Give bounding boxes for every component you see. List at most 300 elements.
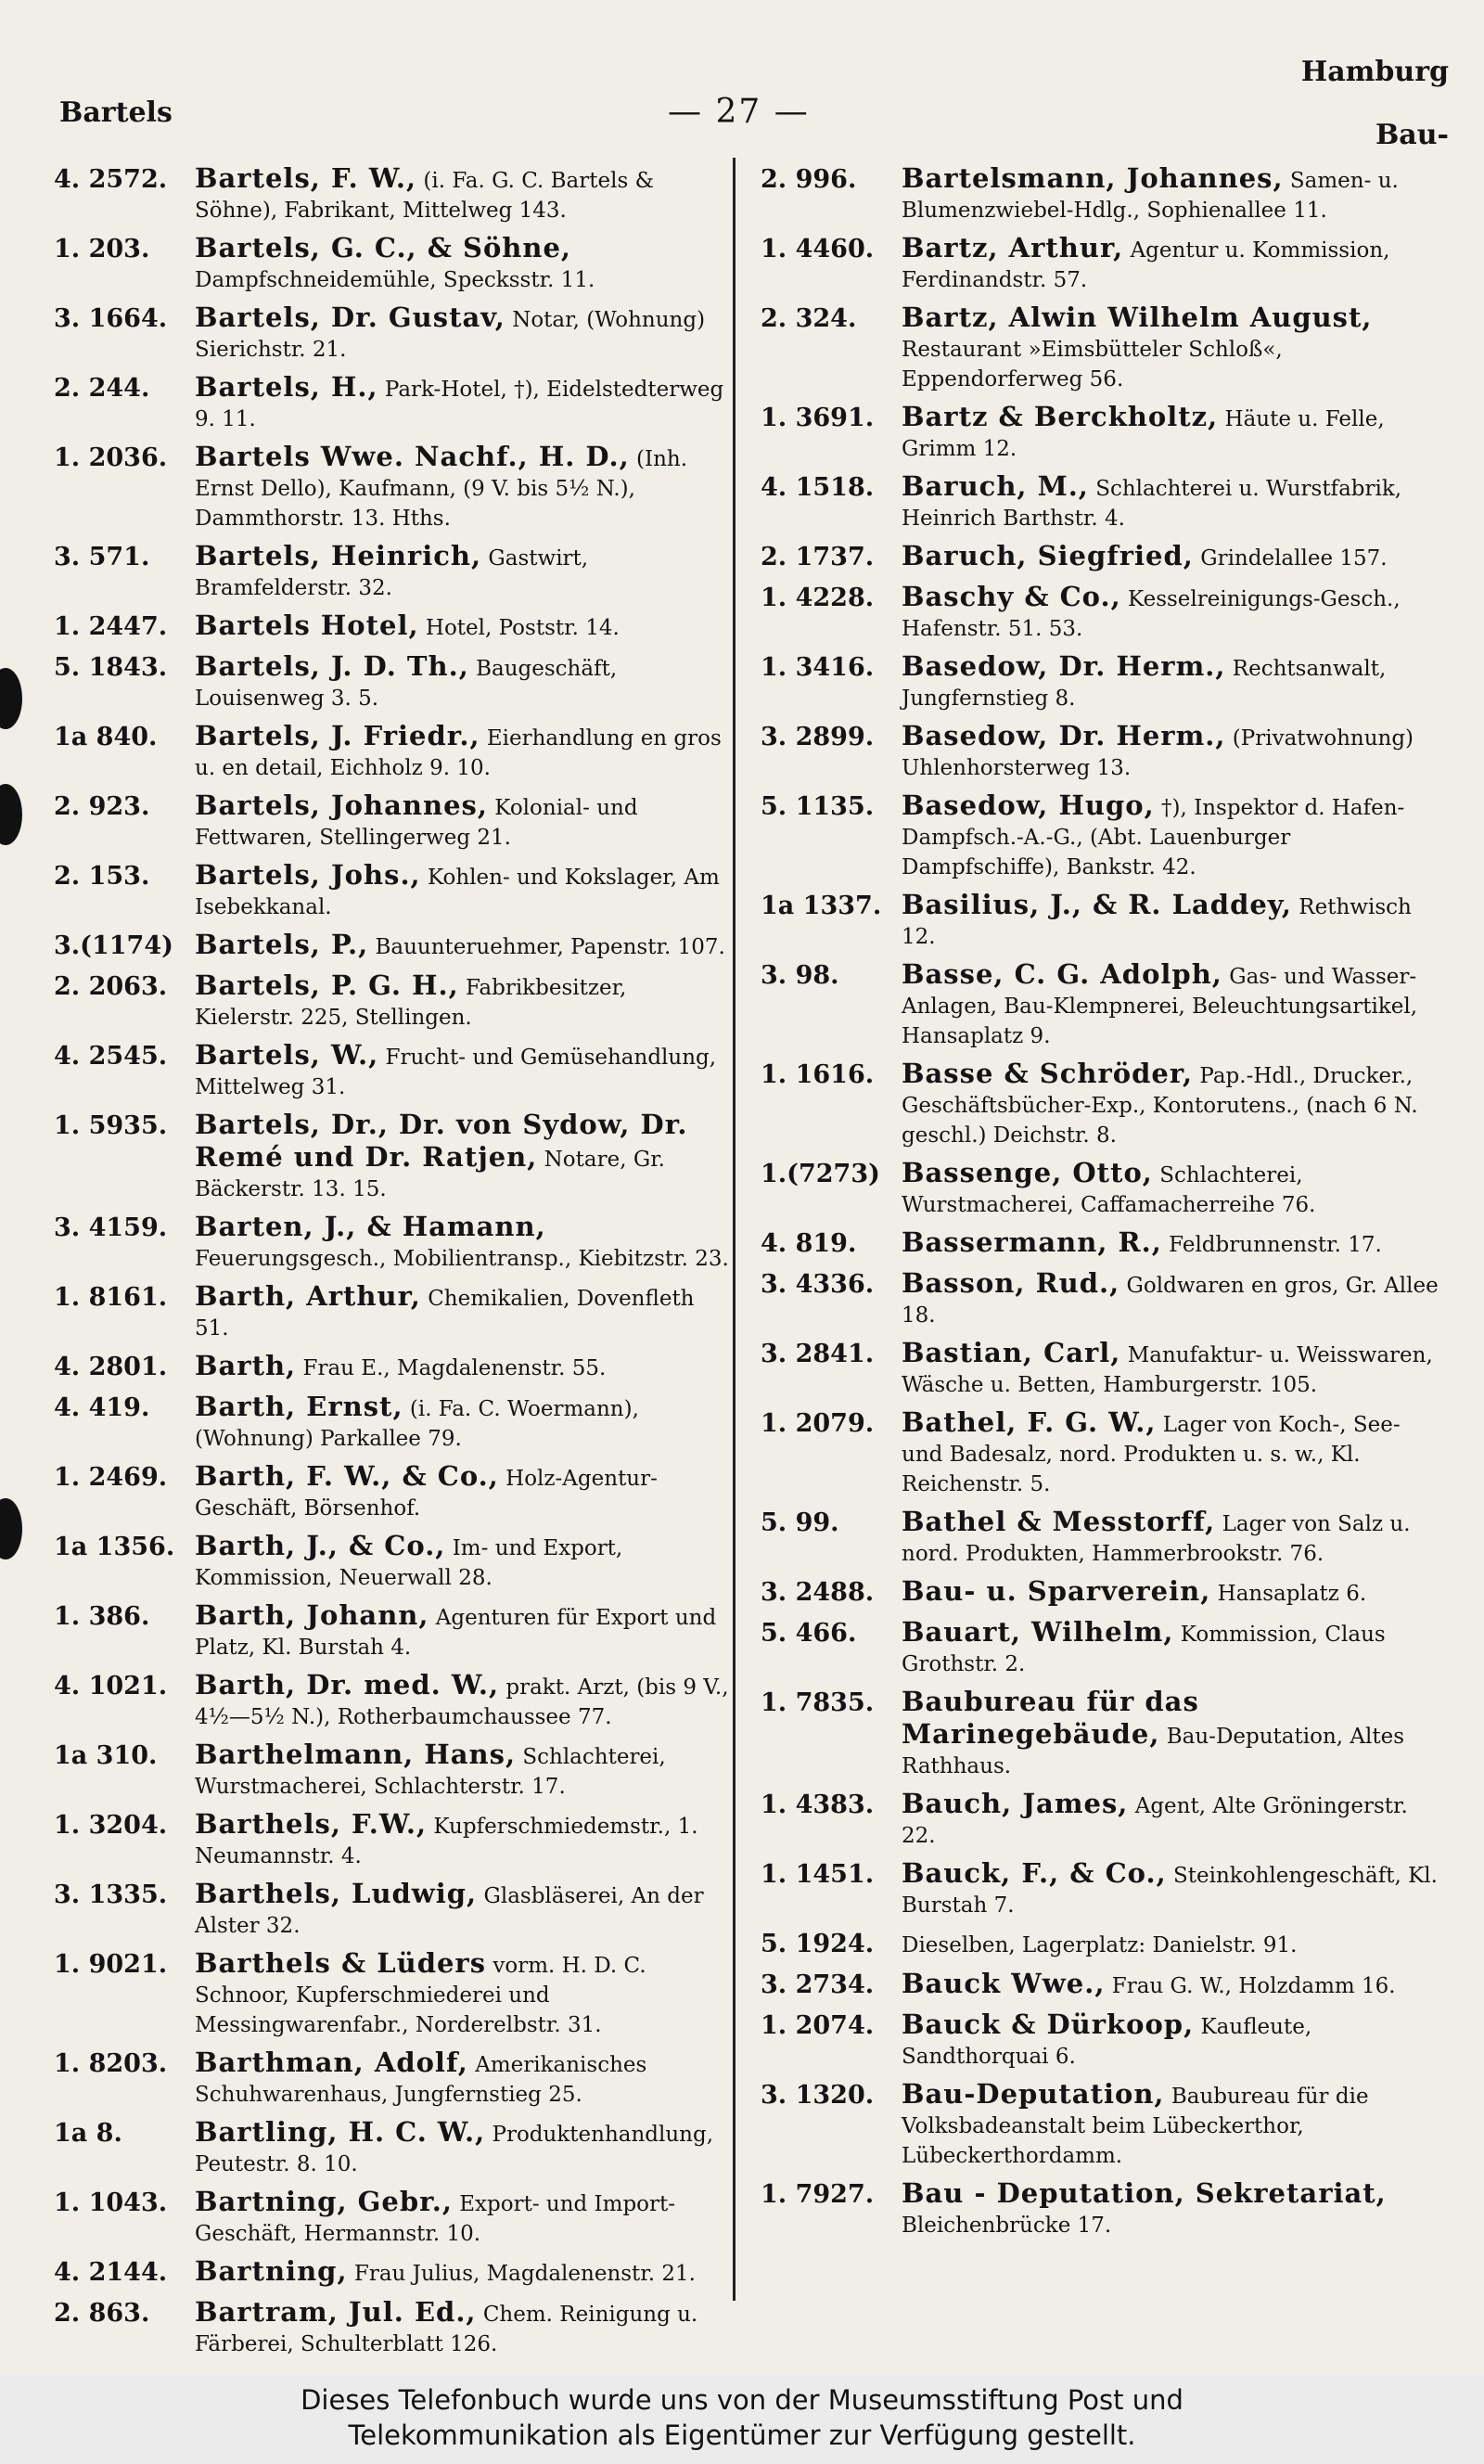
subscriber-name: Bastian, Carl, [902,1337,1121,1368]
binding-hole [0,1498,22,1559]
entry-text [195,233,731,295]
entry-text [902,1268,1447,1330]
phone-number: 4. 419. [54,1393,150,1422]
subscriber-details: Notar, (Wohnung) Sierichstr. 21. [195,308,706,362]
page-number: — 27 — [668,93,810,131]
subscriber-details: Rethwisch 12. [902,895,1412,949]
directory-entry [761,1789,1447,1851]
directory-entry [761,402,1447,464]
entry-text [195,163,731,225]
subscriber-details: Bauunteruehmer, Papenstr. 107. [375,935,725,959]
phone-number: 1. 1616. [761,1060,875,1089]
subscriber-name: Bassermann, R., [902,1226,1162,1258]
entry-text [902,1617,1447,1679]
phone-number: 2. 153. [54,862,150,891]
running-head-left: Bartels [59,96,173,129]
subscriber-name: Barth, F. W., & Co., [195,1460,499,1492]
phone-number: 3.(1174) [54,931,173,960]
phone-number: 2. 2063. [54,972,168,1001]
phone-number: 1. 2036. [54,443,168,472]
directory-entry [54,1531,731,1593]
directory-entry [761,959,1447,1051]
footer-line-2: Telekommunikation als Eigentümer zur Verfügung gestellt. [348,2419,1136,2451]
phone-number: 1. 3416. [761,653,875,682]
subscriber-details: Dampfschneidemühle, Specksstr. 11. [195,268,595,292]
phone-number: 1. 4383. [761,1790,875,1819]
directory-entry [761,1687,1447,1781]
phone-number: 1. 8161. [54,1283,168,1312]
running-head-right: Bau- [1375,119,1449,151]
entry-text [195,2256,731,2289]
directory-entry [54,2047,731,2110]
directory-entry [54,541,731,603]
directory-entry [761,1268,1447,1330]
right-column [761,163,1447,2248]
directory-entry [761,1158,1447,1220]
subscriber-name: Barth, [195,1350,297,1381]
phone-number: 3. 2841. [761,1340,875,1368]
directory-entry [761,1059,1447,1150]
entry-text [195,372,731,434]
subscriber-details: Manufaktur- u. Weisswaren, Wäsche u. Betten, Hamburgerstr. 105. [902,1343,1433,1397]
subscriber-name: Barth, Ernst, [195,1391,403,1422]
entry-text [902,790,1447,882]
subscriber-name: Bartels, G. C., & Söhne, [195,232,572,263]
subscriber-details: Chemikalien, Dovenfleth 51. [195,1287,695,1341]
phone-number: 1. 3204. [54,1811,168,1840]
subscriber-name: Bauart, Wilhelm, [902,1616,1174,1648]
subscriber-details: Baugeschäft, Louisenweg 3. 5. [195,657,618,711]
entry-text [902,1969,1447,2001]
subscriber-name: Basedow, Hugo, [902,789,1155,821]
subscriber-name: Barthels & Lüders [195,1947,487,1979]
subscriber-details: Bleichenbrücke 17. [902,2214,1112,2238]
subscriber-name: Barth, Dr. med. W., [195,1669,500,1700]
entry-text [195,970,731,1033]
subscriber-details: Kolonial- und Fettwaren, Stellingerweg 21. [195,796,638,850]
directory-entry [54,1392,731,1454]
subscriber-details: Hansaplatz 6. [1217,1582,1367,1606]
directory-entry [54,1739,731,1802]
entry-text [902,959,1447,1051]
subscriber-name: Bartels, J. Friedr., [195,720,480,751]
subscriber-name: Bassenge, Otto, [902,1157,1153,1188]
directory-entry [761,651,1447,713]
subscriber-name: Baruch, M., [902,470,1089,502]
directory-entry [54,1110,731,1204]
entry-text [195,2117,731,2179]
directory-entry [761,1576,1447,1610]
directory-entry [761,1407,1447,1499]
entry-text [195,1879,731,1941]
directory-entry [54,860,731,922]
phone-number: 2. 923. [54,792,150,821]
subscriber-name: Bartning, Gebr., [195,2186,453,2217]
subscriber-name: Bartels, Johannes, [195,789,488,821]
left-column [54,163,731,2367]
subscriber-details: Steinkohlengeschäft, Kl. Burstah 7. [902,1864,1438,1918]
subscriber-name: Bartelsmann, Johannes, [902,162,1284,194]
directory-entry [54,721,731,783]
entry-text [902,402,1447,464]
phone-number: 2. 1737. [761,543,875,571]
directory-entry [761,302,1447,394]
subscriber-name: Bartels, Heinrich, [195,540,482,571]
phone-number: 1.(7273) [761,1160,880,1188]
directory-entry [761,471,1447,533]
subscriber-details: †), Inspektor d. Hafen-Dampfsch.-A.-G., (Abt. Lauenburger Dampfschiffe), Bankstr. 42. [902,796,1405,879]
entry-text [195,1670,731,1732]
subscriber-details: Chem. Reinigung u. Färberei, Schulterblatt 126. [195,2303,698,2356]
subscriber-name: Barthelmann, Hans, [195,1739,517,1770]
phone-number: 1a 8. [54,2119,122,2148]
phone-number: 4. 1518. [761,473,875,502]
entry-text [195,1351,731,1383]
binding-hole [0,668,22,729]
subscriber-details: Grindelallee 157. [1200,546,1388,571]
subscriber-details: Frucht- und Gemüsehandlung, Mittelweg 31. [195,1046,717,1099]
subscriber-details: Agenturen für Export und Platz, Kl. Burstah 4. [195,1606,717,1660]
phone-number: 1a 1356. [54,1533,175,1561]
subscriber-details: Kaufleute, Sandthorquai 6. [902,2015,1312,2069]
phone-number: 1. 4228. [761,584,875,612]
subscriber-name: Bartels, Dr. Gustav, [195,302,505,333]
phone-number: 4. 819. [761,1229,857,1258]
entry-text [902,1928,1447,1960]
phone-number: 2. 324. [761,304,857,333]
subscriber-name: Bauck Wwe., [902,1968,1106,1999]
subscriber-details: Agent, Alte Gröningerstr. 22. [902,1794,1408,1848]
subscriber-name: Bartz, Arthur, [902,232,1124,263]
subscriber-details: Kupferschmiedemstr., 1. Neumannstr. 4. [195,1815,698,1868]
entry-text [902,2009,1447,2072]
subscriber-details: Hotel, Poststr. 14. [425,616,620,640]
subscriber-name: Bartels, P. G. H., [195,969,459,1001]
subscriber-name: Bau - Deputation, Sekretariat, [902,2177,1387,2209]
subscriber-name: Basse, C. G. Adolph, [902,958,1222,990]
directory-entry [761,1928,1447,1961]
directory-entry [54,651,731,713]
phone-number: 1. 4460. [761,235,875,263]
phone-number: 1. 8203. [54,2049,168,2078]
subscriber-details: Rechtsanwalt, Jungfernstieg 8. [902,657,1387,711]
entry-text [902,721,1447,783]
phone-number: 1. 1043. [54,2188,168,2217]
directory-entry [54,1461,731,1523]
subscriber-details: Dieselben, Lagerplatz: Danielstr. 91. [902,1933,1298,1957]
directory-entry [54,302,731,365]
phone-number: 5. 1843. [54,653,168,682]
subscriber-details: Export- und Import-Geschäft, Hermannstr. 10. [195,2192,676,2246]
subscriber-name: Barthels, F.W., [195,1808,428,1840]
phone-number: 4. 1021. [54,1672,168,1700]
directory-entry [54,1948,731,2040]
entry-text [902,1059,1447,1150]
subscriber-details: Lager von Salz u. nord. Produkten, Hammerbrookstr. 76. [902,1512,1411,1566]
phone-number: 3. 1335. [54,1880,168,1909]
directory-entry [54,2297,731,2359]
subscriber-name: Bartels, J. D. Th., [195,650,469,682]
phone-number: 1. 9021. [54,1950,168,1979]
subscriber-details: Gas- und Wasser-Anlagen, Bau-Klempnerei, Beleuchtungsartikel, Hansaplatz 9. [902,965,1418,1048]
entry-text [195,721,731,783]
directory-entry [54,163,731,225]
entry-text [902,471,1447,533]
phone-number: 3. 2734. [761,1970,875,1999]
directory-entry [761,1338,1447,1400]
subscriber-details: Restaurant »Eimsbütteler Schloß«, Eppendorferweg 56. [902,338,1283,391]
phone-number: 3. 1320. [761,2081,875,2110]
subscriber-details: (Inh. Ernst Dello), Kaufmann, (9 V. bis 5½ N.), Dammthorstr. 13. Hths. [195,447,688,531]
subscriber-name: Bauck, F., & Co., [902,1857,1167,1889]
subscriber-name: Bartels, P., [195,929,369,960]
phone-number: 1. 2079. [761,1409,875,1438]
directory-entry [761,1858,1447,1920]
entry-text [195,1110,731,1204]
subscriber-name: Bartels, Dr., Dr. von Sydow, Dr. Remé und Dr. Ratjen, [195,1109,688,1173]
directory-entry [54,1809,731,1871]
directory-entry [54,2117,731,2179]
subscriber-details: Amerikanisches Schuhwarenhaus, Jungfernstieg 25. [195,2053,647,2107]
subscriber-details: Park-Hotel, †), Eidelstedterweg 9. 11. [195,378,724,431]
subscriber-name: Bartling, H. C. W., [195,2116,486,2148]
phone-number: 1. 7835. [761,1688,875,1717]
directory-entry [54,970,731,1033]
entry-text [195,651,731,713]
subscriber-name: Bartning, [195,2255,348,2287]
directory-entry [761,541,1447,574]
subscriber-details: prakt. Arzt, (bis 9 V., 4½—5½ N.), Rotherbaumchaussee 77. [195,1675,729,1729]
entry-text [902,890,1447,952]
directory-entry [761,1969,1447,2002]
subscriber-details: Feldbrunnenstr. 17. [1169,1233,1382,1257]
directory-entry [54,1351,731,1384]
directory-entry [54,790,731,853]
phone-number: 5. 1924. [761,1930,875,1958]
entry-text [902,582,1447,644]
phone-number: 5. 1135. [761,792,875,821]
subscriber-name: Barthman, Adolf, [195,2047,468,2078]
entry-text [195,442,731,533]
entry-text [195,1040,731,1102]
phone-number: 3. 2899. [761,723,875,751]
directory-entry [761,2079,1447,2171]
phone-number: 1. 7927. [761,2180,875,2209]
directory-entry [54,2256,731,2290]
subscriber-details: Baubureau für die Volksbadeanstalt beim Lübeckerthor, Lübeckerthordamm. [902,2085,1369,2168]
subscriber-details: Kommission, Claus Grothstr. 2. [902,1623,1386,1676]
subscriber-name: Bartz & Berckholtz, [902,401,1219,432]
phone-number: 1. 2074. [761,2011,875,2040]
running-head-city: Hamburg [1300,56,1449,88]
subscriber-details: Fabrikbesitzer, Kielerstr. 225, Stellingen. [195,976,627,1030]
phone-number: 1. 5935. [54,1111,168,1140]
phone-number: 5. 99. [761,1508,839,1537]
entry-text [195,1739,731,1802]
subscriber-details: Lager von Koch-, See- und Badesalz, nord. Produkten u. s. w., Kl. Reichenstr. 5. [902,1413,1401,1496]
phone-number: 1. 386. [54,1602,150,1631]
subscriber-name: Basson, Rud., [902,1267,1120,1299]
entry-text [195,2047,731,2110]
subscriber-name: Baschy & Co., [902,581,1121,612]
subscriber-details: Frau E., Magdalenenstr. 55. [302,1356,607,1380]
entry-text [195,1281,731,1343]
subscriber-details: Samen- u. Blumenzwiebel-Hdlg., Sophienallee 11. [902,169,1399,223]
subscriber-name: Basse & Schröder, [902,1058,1194,1089]
entry-text [902,651,1447,713]
subscriber-name: Bartram, Jul. Ed., [195,2296,477,2328]
entry-text [195,930,731,962]
subscriber-name: Bau- u. Sparverein, [902,1575,1211,1607]
directory-entry [761,2178,1447,2240]
subscriber-name: Barth, J., & Co., [195,1530,446,1561]
subscriber-name: Basedow, Dr. Herm., [902,650,1226,682]
subscriber-details: Kesselreinigungs-Gesch., Hafenstr. 51. 53. [902,587,1401,641]
entry-text [902,1407,1447,1499]
entry-text [195,860,731,922]
directory-entry [54,372,731,434]
directory-entry [54,1600,731,1662]
phone-number: 3. 2488. [761,1578,875,1607]
phone-number: 3. 4336. [761,1270,875,1299]
phone-number: 4. 2545. [54,1042,168,1071]
entry-text [902,1507,1447,1569]
subscriber-details: (i. Fa. C. Woermann), (Wohnung) Parkallee 79. [195,1397,639,1451]
subscriber-details: (i. Fa. G. C. Bartels & Söhne), Fabrikant, Mittelweg 143. [195,169,655,223]
subscriber-name: Bauch, James, [902,1788,1129,1819]
subscriber-details: Eierhandlung en gros u. en detail, Eichholz 9. 10. [195,726,722,780]
subscriber-name: Bartz, Alwin Wilhelm August, [902,302,1373,333]
subscriber-name: Bartels Hotel, [195,610,419,641]
phone-number: 1a 310. [54,1741,158,1770]
subscriber-name: Barthels, Ludwig, [195,1878,478,1909]
entry-text [902,1227,1447,1260]
subscriber-details: vorm. H. D. C. Schnoor, Kupferschmiederei und Messingwarenfabr., Norderelbstr. 31. [195,1954,646,2037]
phone-number: 4. 2572. [54,165,168,194]
directory-entry [54,1040,731,1102]
phone-number: 1a 840. [54,723,158,751]
entry-text [195,302,731,365]
phone-number: 1. 2469. [54,1463,168,1492]
entry-text [195,1392,731,1454]
subscriber-details: Pap.-Hdl., Drucker., Geschäftsbücher-Exp., Kontorutens., (nach 6 N. geschl.) Deichstr. 8. [902,1064,1418,1148]
directory-entry [761,2009,1447,2072]
subscriber-details: Goldwaren en gros, Gr. Allee 18. [902,1274,1439,1328]
entry-text [195,2187,731,2249]
entry-text [195,1809,731,1871]
subscriber-name: Barten, J., & Hamann, [195,1211,546,1242]
entry-text [195,1461,731,1523]
subscriber-details: (Privatwohnung) Uhlenhorsterweg 13. [902,726,1414,780]
entry-text [902,163,1447,225]
subscriber-details: Agentur u. Kommission, Ferdinandstr. 57. [902,238,1390,292]
entry-text [902,1687,1447,1781]
subscriber-name: Bauck & Dürkoop, [902,2008,1195,2040]
subscriber-details: Notare, Gr. Bäckerstr. 13. 15. [195,1148,665,1201]
directory-entry [54,1281,731,1343]
subscriber-name: Bartels Wwe. Nachf., H. D., [195,441,630,472]
directory-entry [54,1670,731,1732]
phone-number: 1. 1451. [761,1860,875,1889]
directory-entry [54,2187,731,2249]
subscriber-details: Bau-Deputation, Altes Rathhaus. [902,1725,1404,1778]
entry-text [902,2178,1447,2240]
entry-text [195,1948,731,2040]
footer-line-1: Dieses Telefonbuch wurde uns von der Museumsstiftung Post und [301,2384,1183,2416]
phone-number: 4. 2144. [54,2258,168,2287]
footer-notice [0,2375,1484,2464]
directory-entry [761,1227,1447,1261]
subscriber-details: Im- und Export, Kommission, Neuerwall 28. [195,1536,623,1590]
directory-entry [761,790,1447,882]
subscriber-details: Frau G. W., Holzdamm 16. [1111,1974,1396,1998]
subscriber-name: Bartels, Johs., [195,859,421,891]
phone-number: 4. 2801. [54,1353,168,1381]
subscriber-details: Schlachterei u. Wurstfabrik, Heinrich Barthstr. 4. [902,477,1402,531]
entry-text [195,2297,731,2359]
directory-entry [54,930,731,963]
subscriber-details: Produktenhandlung, Peutestr. 8. 10. [195,2123,714,2176]
subscriber-details: Schlachterei, Wurstmacherei, Caffamacherreihe 76. [902,1163,1316,1217]
phone-number: 1. 2447. [54,612,168,641]
entry-text [902,2079,1447,2171]
phone-number: 1a 1337. [761,892,882,920]
entry-text [195,1212,731,1274]
entry-text [902,541,1447,573]
directory-entry [54,1212,731,1274]
subscriber-name: Baruch, Siegfried, [902,540,1194,571]
column-divider [733,158,736,2301]
subscriber-details: Frau Julius, Magdalenenstr. 21. [353,2262,696,2286]
phone-number: 3. 98. [761,961,839,990]
directory-entry [761,721,1447,783]
subscriber-details: Häute u. Felle, Grimm 12. [902,407,1385,461]
entry-text [902,1338,1447,1400]
phone-number: 2. 863. [54,2299,150,2328]
subscriber-name: Bartels, W., [195,1039,379,1071]
directory-entry [54,610,731,644]
entry-text [902,1158,1447,1220]
subscriber-details: Kohlen- und Kokslager, Am Isebekkanal. [195,866,720,919]
directory-entry [761,163,1447,225]
subscriber-name: Bathel & Messtorff, [902,1506,1216,1537]
entry-text [902,302,1447,394]
entry-text [195,541,731,603]
phone-number: 1. 3691. [761,404,875,432]
phone-number: 3. 1664. [54,304,168,333]
subscriber-name: Bathel, F. G. W., [902,1406,1157,1438]
subscriber-details: Glasbläserei, An der Alster 32. [195,1884,704,1938]
entry-text [195,610,731,643]
subscriber-details: Gastwirt, Bramfelderstr. 32. [195,546,589,600]
subscriber-name: Barth, Johann, [195,1599,429,1631]
subscriber-name: Bartels, H., [195,371,378,403]
phone-number: 5. 466. [761,1619,857,1648]
phone-number: 3. 4159. [54,1213,168,1242]
directory-entry [54,442,731,533]
entry-text [902,1858,1447,1920]
subscriber-name: Basedow, Dr. Herm., [902,720,1226,751]
directory-entry [54,1879,731,1941]
directory-entry [761,890,1447,952]
entry-text [195,790,731,853]
directory-entry [761,1617,1447,1679]
directory-entry [54,233,731,295]
subscriber-name: Baubureau für das Marinegebäude, [902,1686,1199,1750]
subscriber-name: Bartels, F. W., [195,162,417,194]
subscriber-name: Bau-Deputation, [902,2078,1165,2110]
entry-text [902,1789,1447,1851]
